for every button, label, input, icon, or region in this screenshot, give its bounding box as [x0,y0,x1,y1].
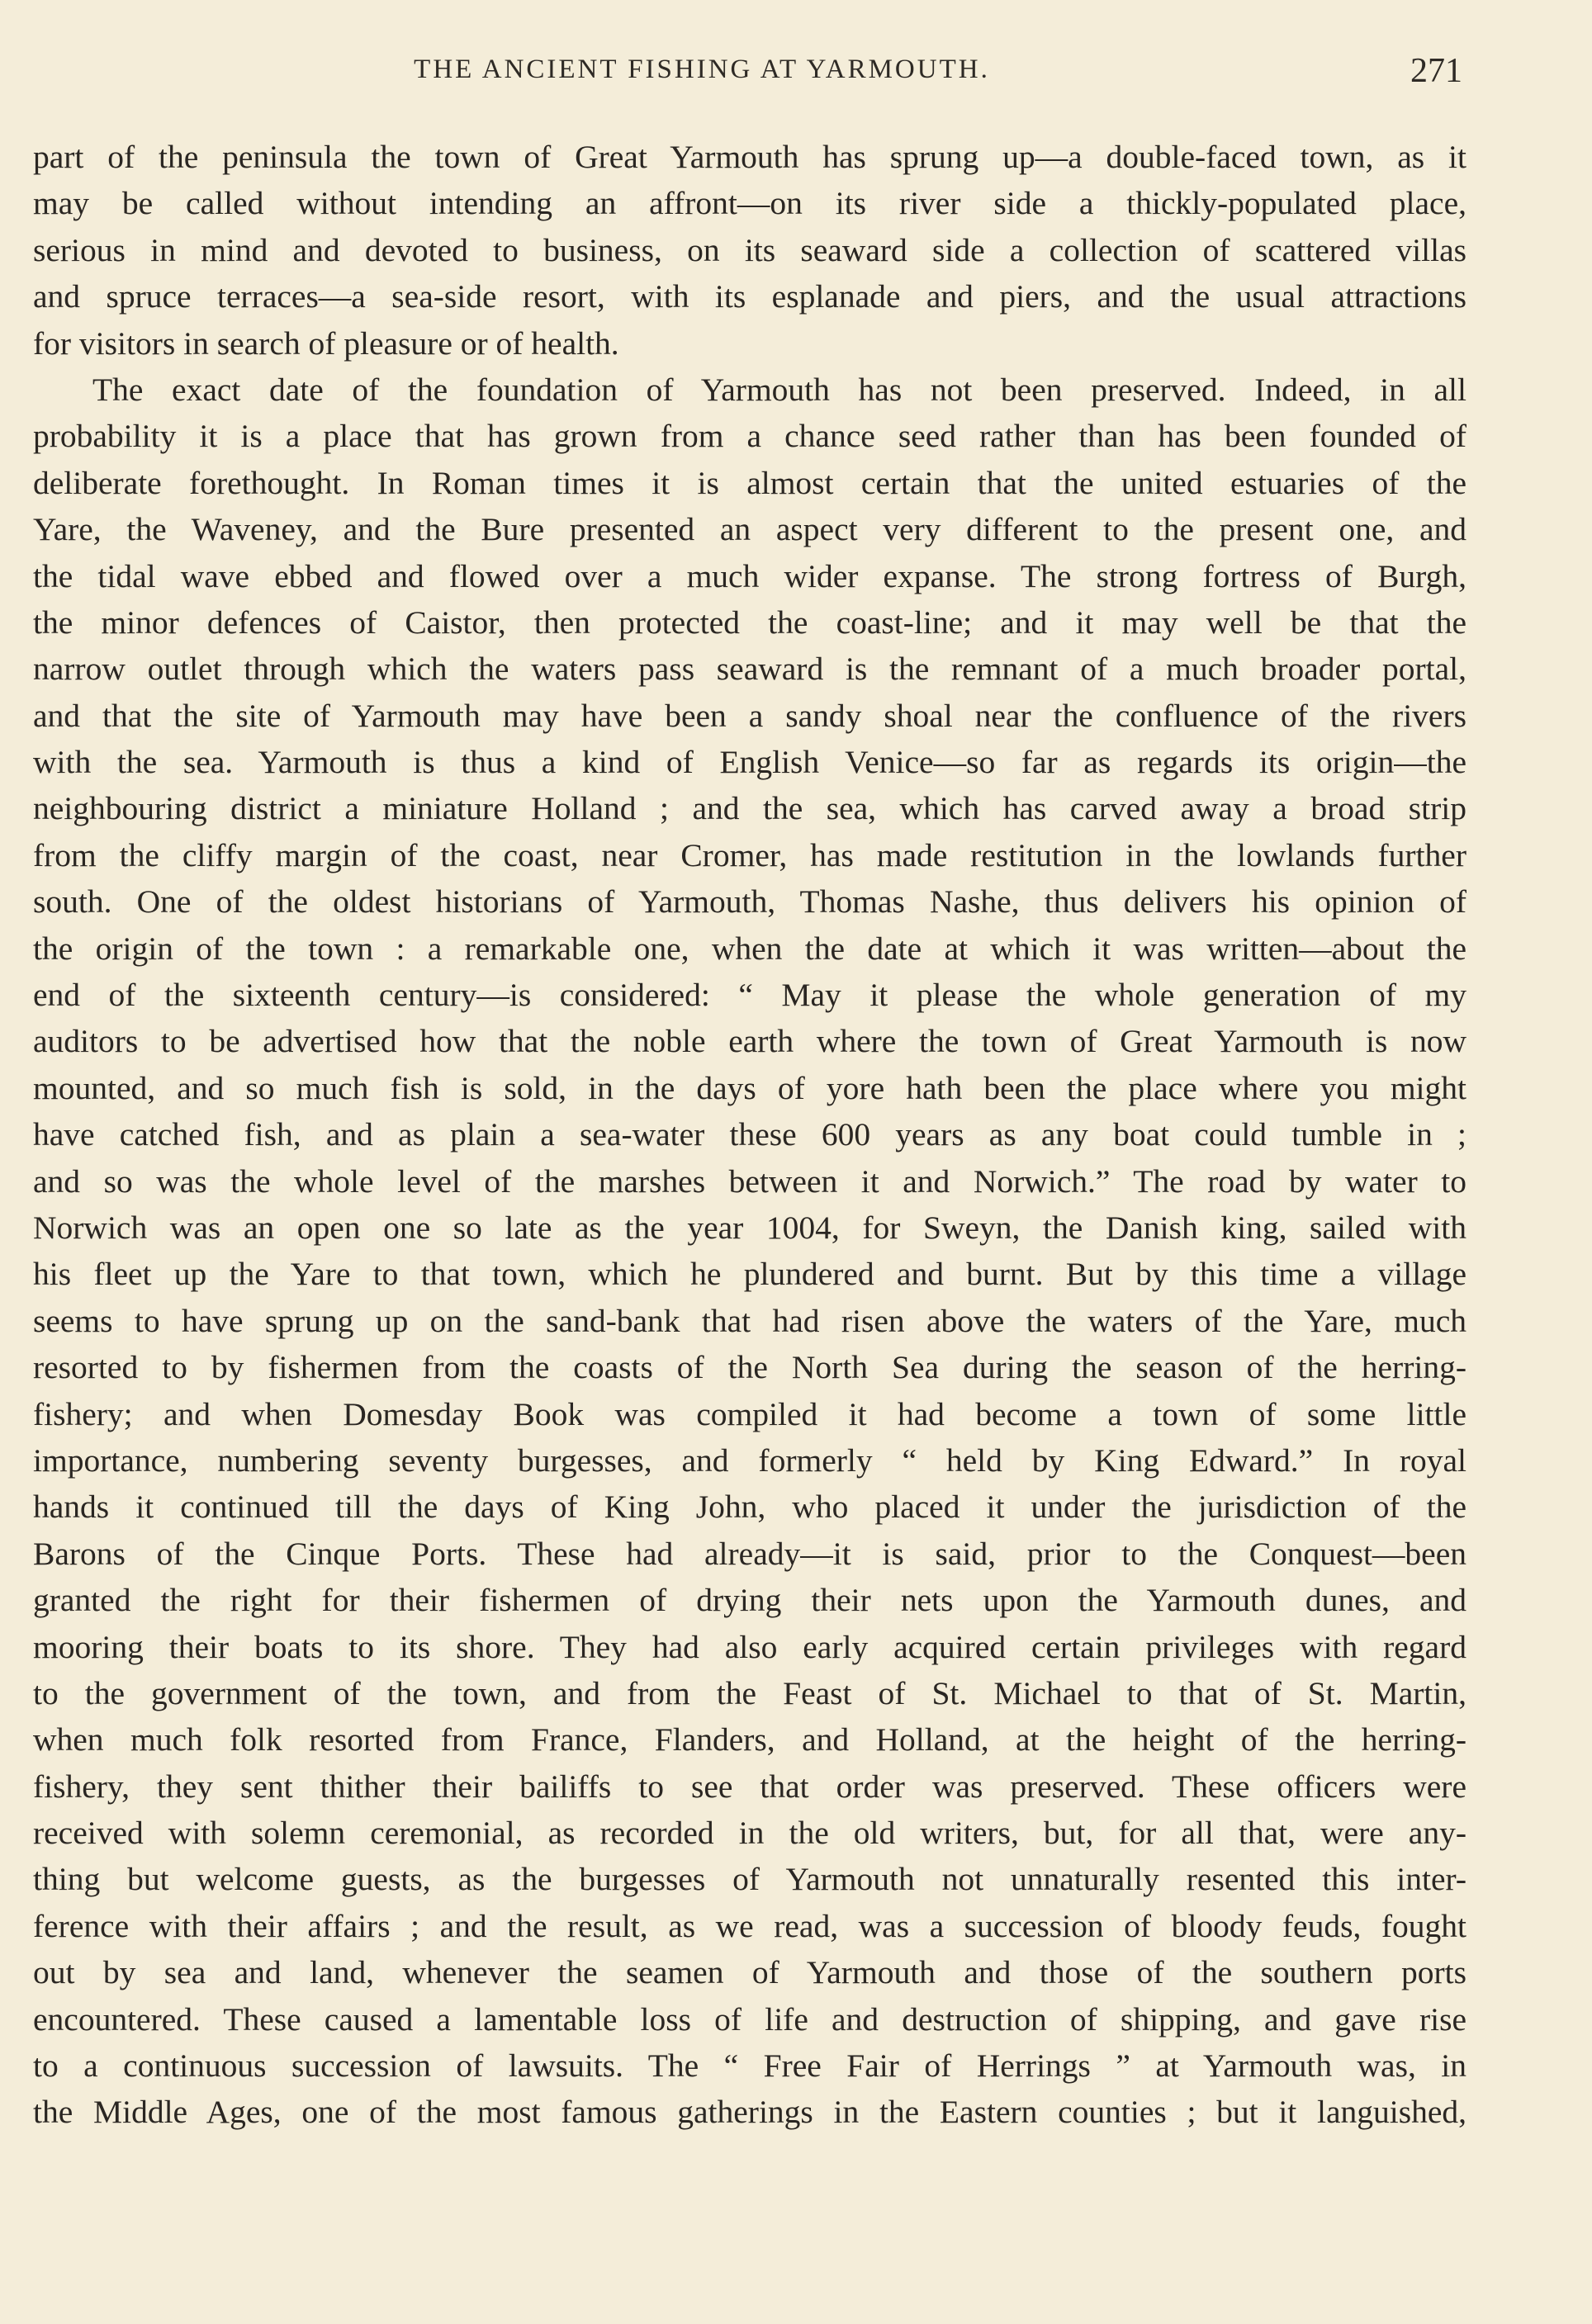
text-line: deliberate forethought. In Roman times it is almost certain that the united estuaries of the [33,464,1466,501]
text-line: Yare, the Waveney, and the Bure presented an aspect very different to the present one, and [33,511,1466,548]
page-number: 271 [1410,52,1462,90]
text-line: the origin of the town : a remarkable one, when the date at which it was written—about the [33,930,1466,967]
text-line: south. One of the oldest historians of Yarmouth, Thomas Nashe, thus delivers his opinion of [33,883,1466,921]
text-line: mooring their boats to its shore. They had also early acquired certain privileges with regard [33,1628,1466,1665]
text-line: the tidal wave ebbed and flowed over a much wider expanse. The strong fortress of Burgh, [33,557,1466,594]
text-line: narrow outlet through which the waters pass seaward is the remnant of a much broader portal, [33,651,1466,688]
running-head [0,51,1592,101]
text-line: neighbouring district a miniature Holland ; and the sea, which has carved away a broad strip [33,790,1466,827]
text-line: thing but welcome guests, as the burgesses of Yarmouth not unnaturally resented this inter- [33,1861,1466,1898]
text-line: importance, numbering seventy burgesses, and formerly “ held by King Edward.” In royal [33,1441,1466,1479]
body-text [33,134,1466,2136]
text-line: Norwich was an open one so late as the year 1004, for Sweyn, the Danish king, sailed with [33,1209,1466,1246]
text-line: may be called without intending an affront—on its river side a thickly-populated place, [33,185,1466,222]
text-line: mounted, and so much fish is sold, in the days of yore hath been the place where you might [33,1069,1466,1106]
text-line: end of the sixteenth century—is considered: “ May it please the whole generation of my [33,977,1466,1014]
text-line: granted the right for their fishermen of drying their nets upon the Yarmouth dunes, and [33,1582,1466,1619]
text-line: probability it is a place that has grown from a chance seed rather than has been founded of [33,418,1466,455]
text-line: have catched fish, and as plain a sea-water these 600 years as any boat could tumble in ; [33,1116,1466,1153]
text-line: received with solemn ceremonial, as recorded in the old writers, but, for all that, were any- [33,1815,1466,1852]
text-line: to the government of the town, and from the Feast of St. Michael to that of St. Martin, [33,1674,1466,1711]
text-line: hands it continued till the days of King John, who placed it under the jurisdiction of the [33,1489,1466,1526]
text-line: ference with their affairs ; and the result, as we read, was a succession of bloody feuds, fought [33,1907,1466,1944]
text-line: and that the site of Yarmouth may have been a sandy shoal near the confluence of the rivers [33,697,1466,734]
text-line: the Middle Ages, one of the most famous gatherings in the Eastern counties ; but it languished, [33,2094,1466,2131]
text-line: serious in mind and devoted to business, on its seaward side a collection of scattered villas [33,231,1466,268]
text-line: auditors to be advertised how that the noble earth where the town of Great Yarmouth is now [33,1023,1466,1060]
text-line: part of the peninsula the town of Great Yarmouth has sprung up—a double-faced town, as it [33,139,1466,175]
text-line: encountered. These caused a lamentable loss of life and destruction of shipping, and gave rise [33,2000,1466,2038]
text-line: fishery, they sent thither their bailiffs to see that order was preserved. These officers were [33,1768,1466,1805]
text-line: and spruce terraces—a sea-side resort, with its esplanade and piers, and the usual attractions [33,278,1466,315]
text-line: for visitors in search of pleasure or of health. [33,324,619,362]
text-line: his fleet up the Yare to that town, which he plundered and burnt. But by this time a village [33,1256,1466,1293]
paragraph-start-line: The exact date of the foundation of Yarmouth has not been preserved. Indeed, in all [92,371,1466,408]
text-line: seems to have sprung up on the sand-bank that had risen above the waters of the Yare, much [33,1302,1466,1339]
text-line: with the sea. Yarmouth is thus a kind of English Venice—so far as regards its origin—the [33,744,1466,781]
text-line: to a continuous succession of lawsuits. The “ Free Fair of Herrings ” at Yarmouth was, in [33,2047,1466,2085]
running-title: THE ANCIENT FISHING AT YARMOUTH. [414,54,990,84]
text-line: resorted to by fishermen from the coasts of the North Sea during the season of the herring- [33,1349,1466,1386]
text-line: when much folk resorted from France, Flanders, and Holland, at the height of the herring- [33,1721,1466,1758]
text-line: out by sea and land, whenever the seamen of Yarmouth and those of the southern ports [33,1954,1466,1991]
text-line: fishery; and when Domesday Book was compiled it had become a town of some little [33,1395,1466,1432]
text-line: Barons of the Cinque Ports. These had already—it is said, prior to the Conquest—been [33,1535,1466,1572]
text-line: the minor defences of Caistor, then protected the coast-line; and it may well be that the [33,603,1466,641]
text-line: from the cliffy margin of the coast, near Cromer, has made restitution in the lowlands further [33,836,1466,873]
text-line: and so was the whole level of the marshes between it and Norwich.” The road by water to [33,1162,1466,1200]
